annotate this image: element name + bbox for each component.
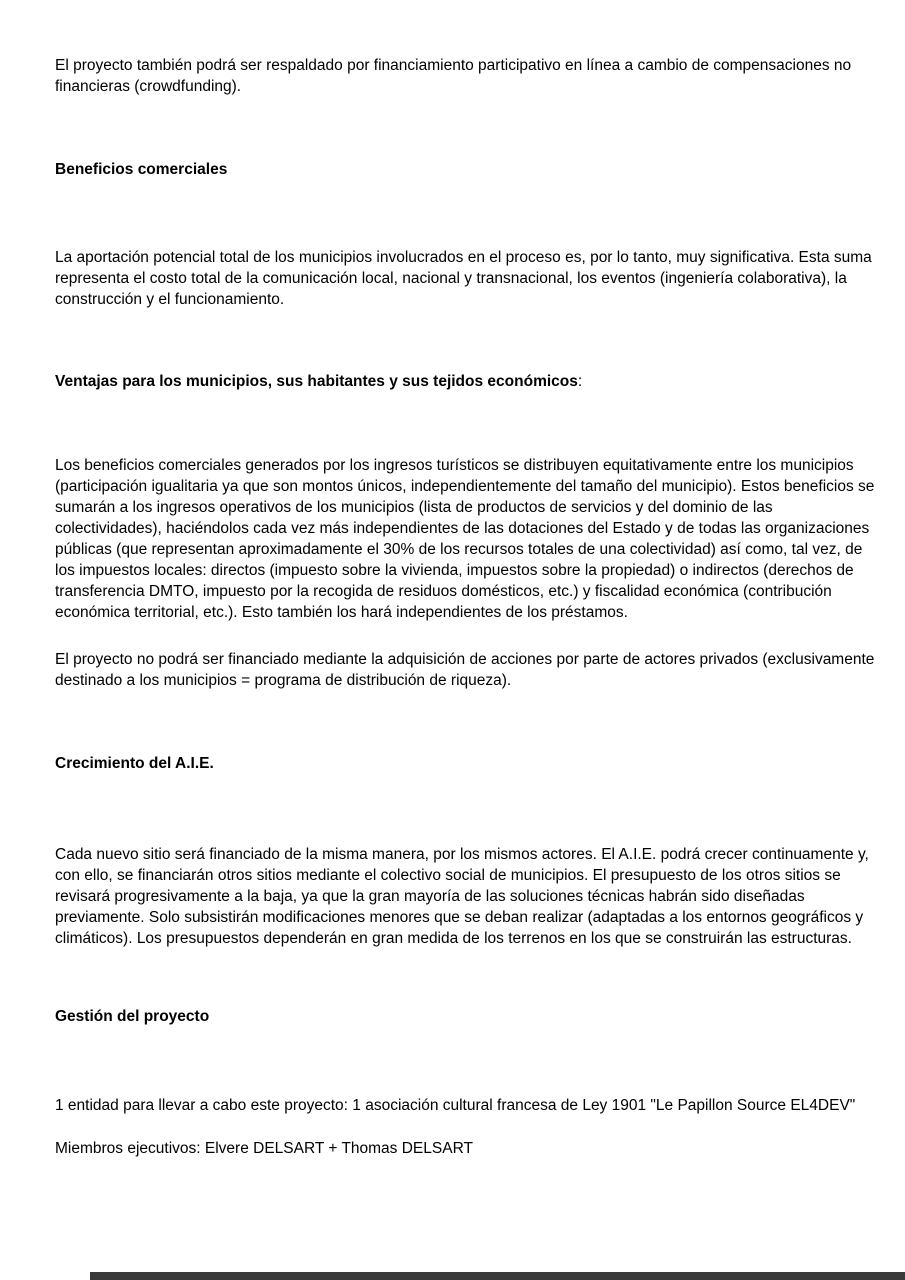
- text-line: El proyecto también podrá ser respaldado por financiamiento participativo en línea a cambio de compensaciones no: [55, 57, 852, 74]
- text-line: climáticos). Los presupuestos dependerán en gran medida de los terrenos en los que se construirán las estructuras.: [55, 930, 852, 947]
- text-line: transferencia DMTO, impuesto por la recogida de residuos domésticos, etc.) y fiscalidad económica (contribución: [55, 583, 832, 600]
- heading-gestion-proyecto: [55, 1006, 855, 1027]
- text-line: Cada nuevo sitio será financiado de la misma manera, por los mismos actores. El A.I.E. podrá crecer continuamente y,: [55, 846, 869, 863]
- heading-beneficios-comerciales: [55, 159, 855, 180]
- text-line: revisará progresivamente a la baja, ya que la gran mayoría de las soluciones técnicas habrán sido diseñadas: [55, 888, 805, 905]
- heading-text: Beneficios comerciales: [55, 161, 228, 178]
- heading-text: Crecimiento del A.I.E.: [55, 755, 214, 772]
- text-line: 1 entidad para llevar a cabo este proyecto: 1 asociación cultural francesa de Ley 1901 "Le Papillon Source EL4DEV": [55, 1097, 856, 1114]
- heading-text: Gestión del proyecto: [55, 1008, 210, 1025]
- text-line: Los beneficios comerciales generados por los ingresos turísticos se distribuyen equitativamente entre los municipios: [55, 457, 854, 474]
- text-line: colectividades), haciéndolos cada vez más independientes de las dotaciones del Estado y de todas las organizaciones: [55, 520, 870, 537]
- text-line: financieras (crowdfunding).: [55, 78, 242, 95]
- heading-suffix-colon: :: [577, 373, 583, 390]
- text-line: sumarán a los ingresos operativos de los municipios (lista de productos de servicios y del dominio de las: [55, 499, 773, 516]
- text-line: (participación igualitaria ya que son montos únicos, independientemente del tamaño del municipio). Estos beneficios se: [55, 478, 875, 495]
- text-line: previamente. Solo subsistirán modificaciones menores que se deban realizar (adaptadas a los entornos geográficos y: [55, 909, 864, 926]
- heading-crecimiento-aie: [55, 753, 855, 774]
- document-body: [55, 55, 875, 1159]
- paragraph-aportacion-potencial: [55, 247, 872, 310]
- paragraph-no-acciones-privadas: [55, 649, 875, 691]
- paragraph-miembros-ejecutivos: [55, 1138, 855, 1159]
- text-line: destinado a los municipios = programa de distribución de riqueza).: [55, 672, 512, 689]
- text-line: Miembros ejecutivos: Elvere DELSART + Thomas DELSART: [55, 1140, 473, 1157]
- text-line: públicas (que representan aproximadamente el 30% de los recursos totales de una colectividad) así como, tal vez, de: [55, 541, 863, 558]
- text-line: La aportación potencial total de los municipios involucrados en el proceso es, por lo tanto, muy significativa. Esta suma: [55, 249, 872, 266]
- text-line: construcción y el funcionamiento.: [55, 291, 285, 308]
- bottom-dark-bar: [90, 1272, 905, 1280]
- heading-ventajas-municipios: [55, 371, 855, 392]
- text-line: El proyecto no podrá ser financiado mediante la adquisición de acciones por parte de actores privados (exclusivamente: [55, 651, 875, 668]
- paragraph-nuevo-sitio: [55, 844, 869, 949]
- paragraph-beneficios-distribucion: [55, 455, 875, 623]
- paragraph-crowdfunding: [55, 55, 855, 97]
- paragraph-entidad: [55, 1095, 855, 1116]
- text-line: con ello, se financiarán otros sitios mediante el colectivo social de municipios. El presupuesto de los otros sitios se: [55, 867, 841, 884]
- heading-text: Ventajas para los municipios, sus habitantes y sus tejidos económicos: [55, 373, 578, 390]
- text-line: económica territorial, etc.). Esto también los hará independientes de los préstamos.: [55, 604, 628, 621]
- text-line: representa el costo total de la comunicación local, nacional y transnacional, los eventos (ingeniería colaborativa), la: [55, 270, 847, 287]
- text-line: los impuestos locales: directos (impuesto sobre la vivienda, impuestos sobre la propiedad) o indirectos (derechos de: [55, 562, 854, 579]
